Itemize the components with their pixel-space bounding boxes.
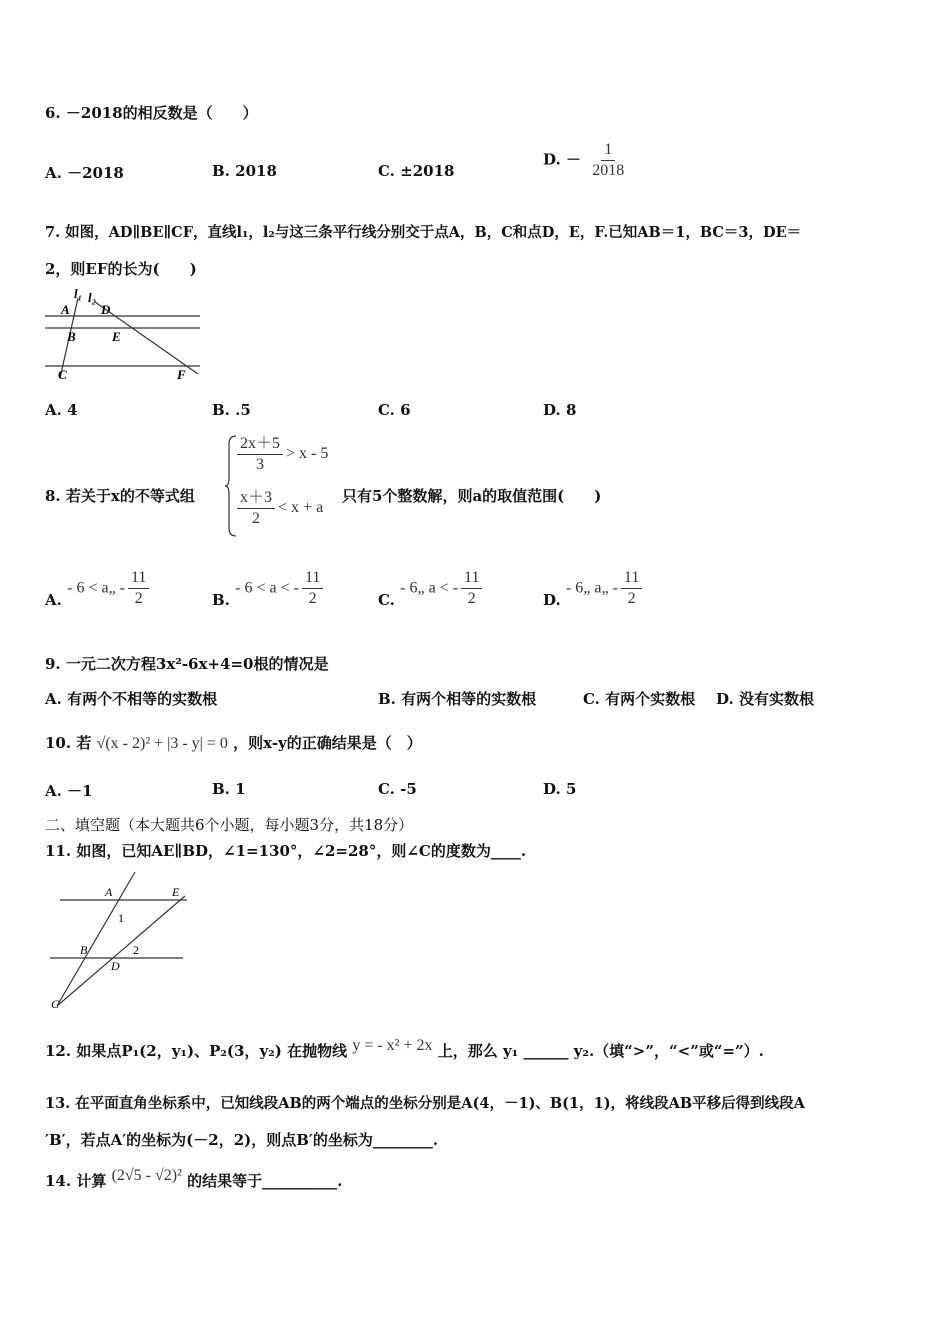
q10-option-c: C. -5 — [378, 780, 417, 798]
q10-stem: 10. 若 √(x - 2)² + |3 - y| = 0 ，则x-y的正确结果是（ ） — [45, 734, 422, 752]
q8-option-a: A. - 6 < a„ - $\frac{11}{2}$ — [45, 568, 152, 609]
q6-option-d: D. － $\frac{1}{2018}$ — [543, 140, 630, 181]
label-E: E — [172, 885, 180, 899]
q6-stem: 6. －2018的相反数是（ ） — [45, 104, 258, 122]
q13-stem-line2: ′B′，若点A′的坐标为(－2，2)，则点B′的坐标为________. — [45, 1131, 439, 1149]
label-C: C — [51, 997, 60, 1011]
q7-figure — [40, 286, 210, 382]
q8-inequality-system: $\frac{2x+5}{3}$ > x - 5 $\frac{x+3}{2}$ < x + a — [224, 434, 344, 538]
q14-expression: (2√5 - √2)² — [111, 1167, 182, 1184]
q7-stem-line2: 2，则EF的长为( ) — [45, 260, 197, 278]
q8-stem-suffix: 只有5个整数解，则a的取值范围( ) — [342, 487, 602, 505]
label-A: A — [61, 302, 70, 317]
label-E: E — [112, 329, 121, 344]
label-B: B — [67, 329, 76, 344]
q6-option-d-fraction: $\frac{1}{2018}$ — [592, 141, 625, 179]
section-2-heading: 二、填空题（本大题共6个小题，每小题3分，共18分） — [45, 816, 414, 834]
q6-option-a: A. －2018 — [45, 164, 124, 182]
q9-option-b: B. 有两个相等的实数根 — [378, 690, 537, 708]
label-angle-2: 2 — [133, 943, 139, 957]
q13-stem-line1: 13. 在平面直角坐标系中，已知线段AB的两个端点的坐标分别是A(4，－1)、B(1，1)，将线段AB平移后得到线段A — [45, 1095, 805, 1112]
q9-option-a: A. 有两个不相等的实数根 — [45, 690, 218, 708]
label-C: C — [58, 367, 67, 382]
q8-stem-prefix: 8. 若关于x的不等式组 — [45, 487, 195, 505]
q9-option-c: C. 有两个实数根 — [583, 690, 696, 708]
label-l2: l₂ — [88, 290, 97, 305]
q10-option-a: A. －1 — [45, 782, 93, 800]
q7-option-d: D. 8 — [543, 401, 577, 419]
label-D: D — [111, 959, 120, 973]
q14-stem: 14. 计算 (2√5 - √2)² 的结果等于__________. — [45, 1167, 343, 1190]
q7-option-c: C. 6 — [378, 401, 411, 419]
q10-option-b: B. 1 — [212, 780, 246, 798]
q11-figure — [45, 866, 195, 1016]
q9-stem: 9. 一元二次方程3x²-6x+4=0根的情况是 — [45, 655, 329, 673]
q7-option-a: A. 4 — [45, 401, 78, 419]
label-D: D — [101, 302, 111, 317]
q10-expression: √(x - 2)² + |3 - y| = 0 — [96, 735, 228, 752]
q7-option-b: B. .5 — [212, 401, 251, 419]
q6-option-b: B. 2018 — [212, 162, 277, 180]
label-A: A — [105, 885, 113, 899]
label-B: B — [80, 943, 88, 957]
q11-stem: 11. 如图，已知AE∥BD，∠1=130°，∠2=28°，则∠C的度数为____. — [45, 842, 527, 860]
q9-option-d: D. 没有实数根 — [716, 690, 814, 708]
q6-option-c: C. ±2018 — [378, 162, 455, 180]
q8-option-d: D. - 6„ a„ - $\frac{11}{2}$ — [543, 568, 645, 609]
label-l1: l₁ — [74, 286, 83, 301]
q12-stem: 12. 如果点P₁(2，y₁)、P₂(3，y₂) 在抛物线 y = - x² + 2x 上，那么 y₁ ______ y₂.（填“>”，“<”或“=”）. — [45, 1037, 764, 1060]
q8-option-b: B. - 6 < a < - $\frac{11}{2}$ — [212, 568, 326, 609]
label-F: F — [177, 367, 186, 382]
q8-option-c: C. - 6„ a < - $\frac{11}{2}$ — [378, 568, 485, 609]
q10-option-d: D. 5 — [543, 780, 577, 798]
q7-stem-line1: 7. 如图，AD∥BE∥CF，直线l₁，l₂与这三条平行线分别交于点A，B，C和点D，E，F.已知AB＝1，BC＝3，DE＝ — [45, 224, 802, 241]
label-angle-1: 1 — [118, 911, 124, 925]
q12-expression: y = - x² + 2x — [352, 1037, 433, 1054]
